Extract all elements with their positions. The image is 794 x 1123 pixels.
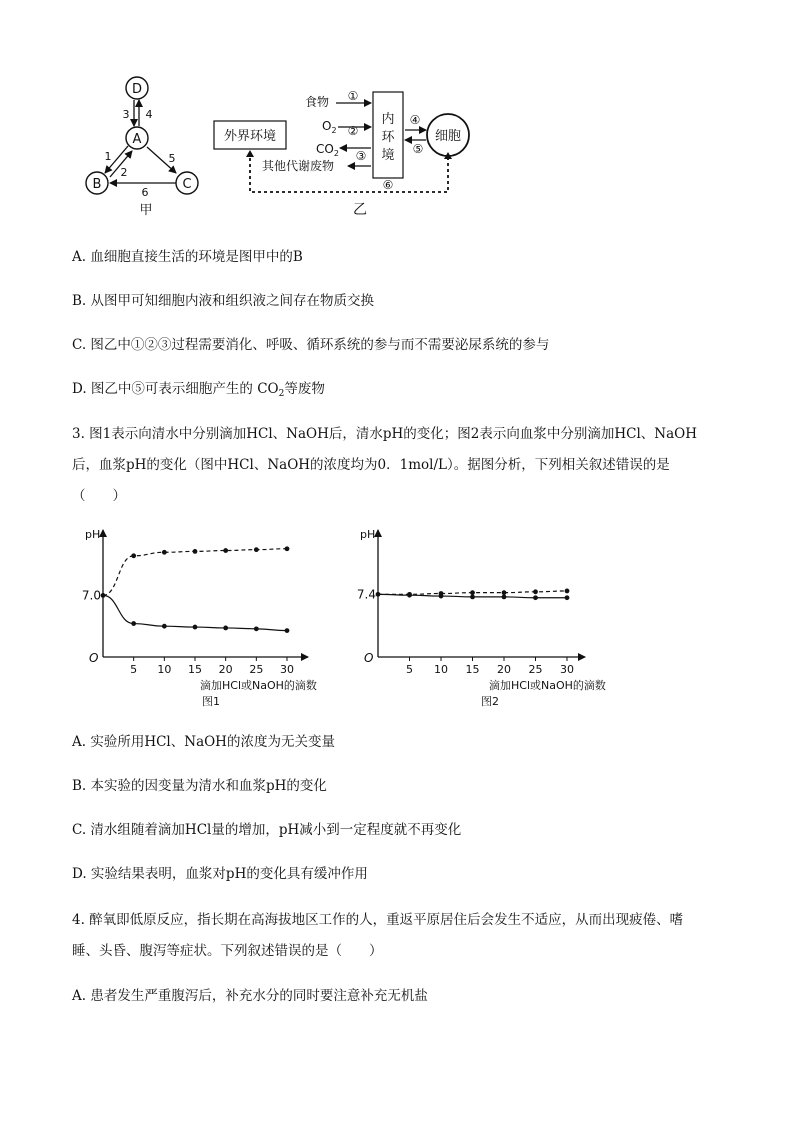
x-tick-label: 5 [406, 663, 413, 676]
caption-yi: 乙 [353, 202, 367, 218]
node-c [176, 172, 198, 194]
q2-option-b: B. 从图甲可知细胞内液和组织液之间存在物质交换 [72, 293, 375, 309]
chart-figure-2 [355, 520, 645, 710]
q3-stem-line2: 后，血浆pH的变化（图中HCl、NaOH的浓度均为0．1mol/L）。据图分析，下列相关叙述错误的是 [72, 457, 670, 473]
arrow-label-6: 6 [141, 186, 149, 199]
data-point [470, 590, 475, 595]
svg-text:CO2: $CO_2$ [316, 142, 339, 158]
data-point [502, 594, 507, 599]
x-tick-label: 10 [434, 663, 448, 676]
svg-text:④: ④ [409, 113, 421, 127]
chart-title: 图1 [202, 695, 220, 708]
data-point [285, 628, 290, 633]
svg-text:B: B [92, 177, 102, 192]
arrow-label-4: 4 [145, 108, 153, 121]
x-tick-label: 30 [560, 663, 574, 676]
q2-option-c: C. 图乙中①②③过程需要消化、呼吸、循环系统的参与而不需要泌尿系统的参与 [72, 337, 550, 353]
svg-text:其他代谢废物: 其他代谢废物 [262, 159, 335, 173]
data-point [533, 595, 538, 600]
data-point [162, 550, 167, 555]
q3-stem-line3: （ ） [72, 488, 126, 504]
data-point [162, 624, 167, 629]
data-point [193, 625, 198, 630]
svg-text:C: C [182, 177, 192, 192]
y-axis-label: pH [360, 528, 376, 541]
data-point [502, 590, 507, 595]
x-tick-label: 15 [188, 663, 202, 676]
label-outer-environment: 外界环境 [223, 129, 277, 144]
q2-option-d: D. 图乙中⑤可表示细胞产生的 $CO_2$等废物 [72, 381, 325, 399]
x-tick-label: 30 [280, 663, 294, 676]
data-point [470, 594, 475, 599]
svg-text:⑤: ⑤ [412, 142, 424, 156]
data-point [565, 589, 570, 594]
q3-stem-line1: 3. 图1表示向清水中分别滴加HCl、NaOH后，清水pH的变化；图2表示向血浆中分别滴加HCl、NaOH [72, 426, 698, 442]
svg-text:⑥: ⑥ [382, 178, 394, 192]
x-tick-label: 20 [218, 663, 233, 676]
data-point [407, 593, 412, 598]
x-tick-label: 5 [130, 663, 138, 676]
q4-stem-line2: 睡、头昏、腹泻等症状。下列叙述错误的是（ ） [72, 943, 383, 959]
q4-stem-line1: 4. 醉氧即低原反应，指长期在高海拔地区工作的人，重返平原居住后会发生不适应，从而出现疲倦、嗜 [72, 912, 684, 928]
data-point [131, 621, 136, 626]
data-point [533, 589, 538, 594]
x-axis-label: 滴加HCl或NaOH的滴数 [489, 679, 606, 692]
figure-jia-yi [0, 60, 794, 220]
data-point [254, 626, 259, 631]
q3-option-a: A. 实验所用HCl、NaOH的浓度为无关变量 [72, 734, 335, 750]
q2-option-a: A. 血细胞直接生活的环境是图甲中的B [72, 249, 303, 265]
label-cell: 细胞 [434, 129, 462, 144]
node-a [126, 127, 148, 149]
svg-text:②: ② [347, 124, 359, 138]
data-point [254, 547, 259, 552]
svg-text:食物: 食物 [305, 95, 330, 109]
arrow-label-5: 5 [168, 152, 176, 165]
chart-figure-1 [60, 520, 350, 710]
arrow-label-1: 1 [104, 150, 112, 163]
data-point [193, 549, 198, 554]
arrow-label-3: 3 [122, 108, 130, 121]
x-axis-label: 滴加HCl或NaOH的滴数 [200, 679, 317, 692]
svg-text:环: 环 [381, 130, 395, 145]
x-tick-label: 15 [465, 663, 480, 676]
data-point [439, 594, 444, 599]
svg-text:③: ③ [355, 149, 367, 163]
diagram-jia [86, 77, 198, 218]
origin-label: O [89, 651, 99, 665]
x-tick-label: 20 [497, 663, 511, 676]
y-tick-label: 7.4 [356, 587, 376, 602]
svg-text:境: 境 [381, 148, 395, 163]
data-point [131, 553, 136, 558]
q3-option-c: C. 清水组随着滴加HCl量的增加，pH减小到一定程度就不再变化 [72, 822, 462, 838]
arrow-label-2: 2 [120, 166, 128, 179]
data-point [565, 595, 570, 600]
data-point [285, 546, 290, 551]
svg-text:D: D [131, 82, 143, 97]
node-d [126, 77, 148, 99]
q3-option-d: D. 实验结果表明，血浆对pH的变化具有缓冲作用 [72, 866, 368, 882]
origin-label: O [364, 651, 374, 665]
svg-text:A: A [132, 132, 142, 147]
y-axis-label: pH [85, 528, 101, 541]
q3-option-b: B. 本实验的因变量为清水和血浆pH的变化 [72, 778, 327, 794]
svg-text:内: 内 [381, 112, 395, 127]
diagram-yi [214, 89, 469, 218]
svg-text:①: ① [347, 89, 359, 103]
y-tick-label: 7.0 [81, 588, 101, 603]
data-point [223, 548, 228, 553]
svg-text:O2: $O_2$ [322, 119, 337, 135]
x-tick-label: 25 [528, 663, 543, 676]
series-line-dashed [103, 549, 287, 596]
chart-title: 图2 [481, 695, 499, 708]
caption-jia: 甲 [139, 203, 153, 218]
x-tick-label: 25 [249, 663, 264, 676]
data-point [223, 626, 228, 631]
node-b [86, 172, 108, 194]
q4-option-a: A. 患者发生严重腹泻后，补充水分的同时要注意补充无机盐 [72, 988, 428, 1004]
x-tick-label: 10 [157, 663, 172, 676]
